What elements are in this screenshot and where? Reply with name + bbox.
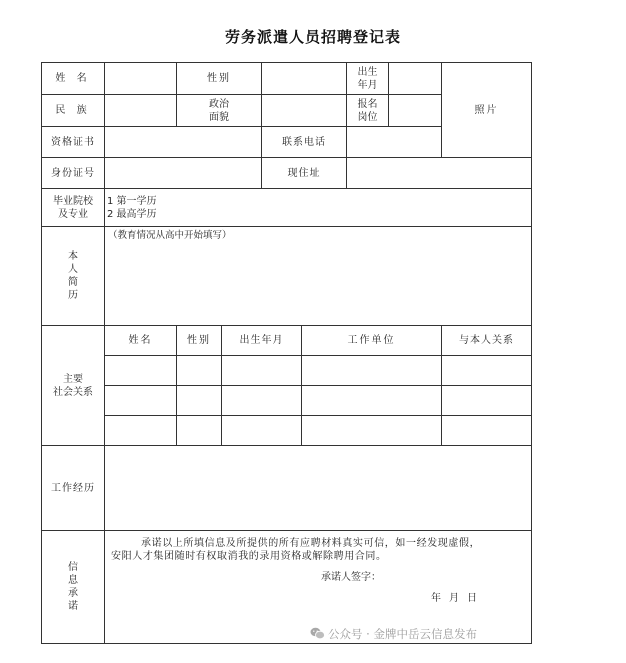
relation-birth-cell[interactable] — [222, 386, 302, 416]
wechat-icon — [310, 627, 325, 640]
apply-position-label: 报名 岗位 — [347, 95, 389, 127]
relations-header-employer: 工作单位 — [302, 326, 442, 356]
apply-position-field[interactable] — [389, 95, 442, 127]
resume-label: 本 人 简 历 — [42, 227, 105, 326]
work-history-field[interactable] — [105, 446, 532, 531]
relation-employer-cell[interactable] — [302, 416, 442, 446]
birth-label: 出生 年月 — [347, 63, 389, 95]
relations-header-name: 姓名 — [105, 326, 177, 356]
relation-birth-cell[interactable] — [222, 416, 302, 446]
registration-form — [41, 62, 532, 644]
table-row — [42, 386, 532, 416]
table-row — [42, 416, 532, 446]
resume-field[interactable] — [105, 227, 532, 326]
relation-employer-cell[interactable] — [302, 386, 442, 416]
ethnicity-field[interactable] — [105, 95, 177, 127]
name-field[interactable] — [105, 63, 177, 95]
relation-employer-cell[interactable] — [302, 356, 442, 386]
relation-gender-cell[interactable] — [177, 386, 222, 416]
promise-line-2: 安阳人才集团随时有权取消我的录用资格或解除聘用合同。 — [111, 551, 387, 562]
highest-degree-line: 2 最高学历 — [107, 208, 157, 220]
qualification-label: 资格证书 — [42, 127, 105, 158]
gender-label: 性别 — [177, 63, 262, 95]
table-row — [42, 356, 532, 386]
relations-header-birth: 出生年月 — [222, 326, 302, 356]
political-label: 政治 面貌 — [177, 95, 262, 127]
qualification-field[interactable] — [105, 127, 262, 158]
relation-name-cell[interactable] — [105, 416, 177, 446]
id-number-field[interactable] — [105, 158, 262, 189]
phone-label: 联系电话 — [262, 127, 347, 158]
watermark: 公众号 · 金牌中岳云信息发布 — [310, 626, 477, 642]
gender-field[interactable] — [262, 63, 347, 95]
photo-cell: 照片 — [442, 63, 532, 158]
relation-birth-cell[interactable] — [222, 356, 302, 386]
signature-line: 承诺人签字： — [321, 572, 381, 583]
relation-gender-cell[interactable] — [177, 416, 222, 446]
relations-header-gender: 性别 — [177, 326, 222, 356]
relation-gender-cell[interactable] — [177, 356, 222, 386]
relation-name-cell[interactable] — [105, 386, 177, 416]
relation-name-cell[interactable] — [105, 356, 177, 386]
phone-field[interactable] — [347, 127, 442, 158]
first-degree-line: 1 第一学历 — [107, 195, 157, 207]
ethnicity-label: 民 族 — [42, 95, 105, 127]
school-field[interactable] — [105, 189, 532, 227]
address-field[interactable] — [347, 158, 532, 189]
relations-label: 主要 社会关系 — [42, 326, 105, 446]
name-label: 姓 名 — [42, 63, 105, 95]
school-label: 毕业院校 及专业 — [42, 189, 105, 227]
work-history-label: 工作经历 — [42, 446, 105, 531]
address-label: 现住址 — [262, 158, 347, 189]
id-number-label: 身份证号 — [42, 158, 105, 189]
relation-relationship-cell[interactable] — [442, 416, 532, 446]
relation-relationship-cell[interactable] — [442, 386, 532, 416]
birth-field[interactable] — [389, 63, 442, 95]
promise-line-1: 承诺以上所填信息及所提供的所有应聘材料真实可信，如一经发现虚假， — [141, 538, 481, 549]
promise-label: 信 息 承 诺 — [42, 531, 105, 644]
date-line: 年月日 — [431, 593, 485, 604]
relation-relationship-cell[interactable] — [442, 356, 532, 386]
form-title: 劳务派遣人员招聘登记表 — [224, 28, 401, 46]
political-field[interactable] — [262, 95, 347, 127]
resume-note: （教育情况从高中开始填写） — [108, 230, 232, 241]
relations-header-relationship: 与本人关系 — [442, 326, 532, 356]
